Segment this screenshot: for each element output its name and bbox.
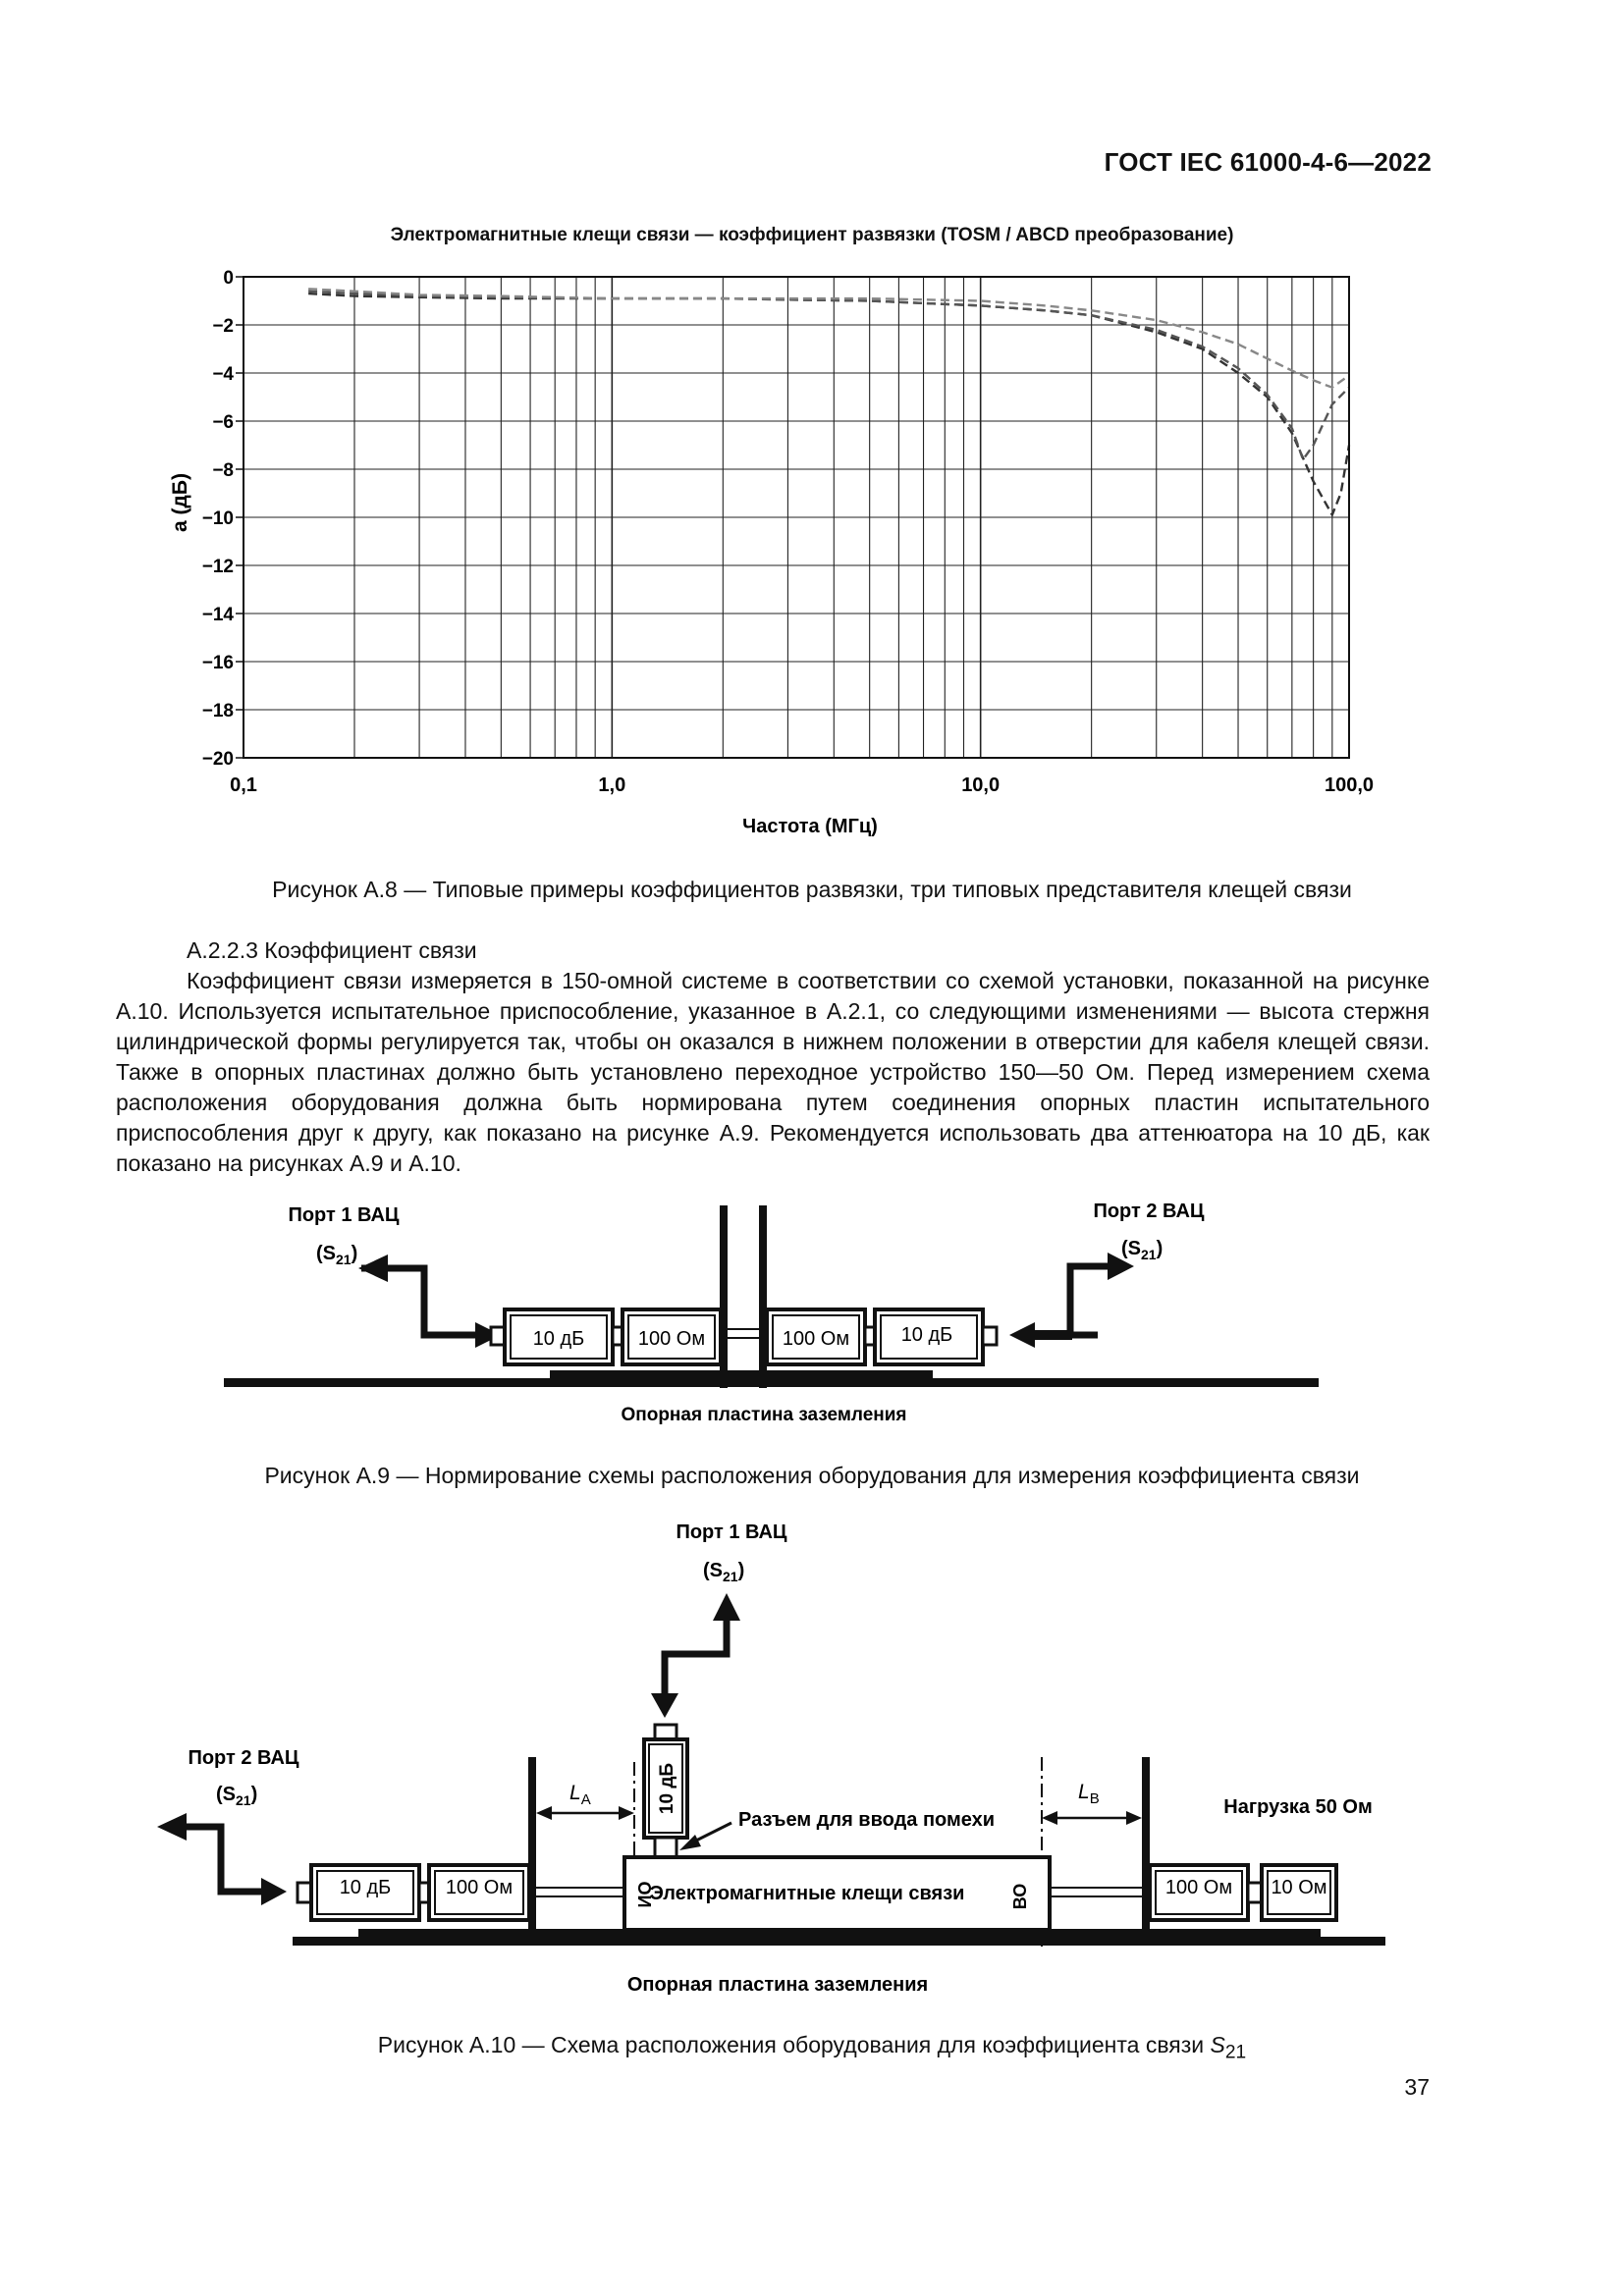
decoupling-chart xyxy=(0,0,1624,864)
section-paragraph: Коэффициент связи измеряется в 150-омной системе в соответствии со схемой установки, показанной на рисунке А.10. Используется испытательное приспособление, указанное в А.2.1, со следующими изменениями — высота стержня цилиндрической формы регулируется так, чтобы он оказался в нижнем положении в отверстии для кабеля клещей связи. Также в опорных пластинах должно быть установлено переходное устройство 150—50 Ом. Перед измерением схема расположения оборудования должна быть нормирована путем соединения опорных пластин испытательного приспособления друг к другу, как показано на рисунке А.9. Рекомендуется использовать два аттенюатора на 10 дБ, как показано на рисунках А.9 и А.10. xyxy=(116,968,1430,1176)
y-tick-label: −8 xyxy=(212,460,234,481)
chart-series xyxy=(308,289,1349,514)
x-tick-label: 1,0 xyxy=(598,774,626,796)
a10-load-box-label: 10 Ом xyxy=(1271,1877,1327,1898)
chart-title: Электромагнитные клещи связи — коэффициент развязки (TOSM / ABCD преобразование) xyxy=(390,225,1234,245)
page-number: 37 xyxy=(1404,2074,1430,2100)
y-tick-label: −14 xyxy=(201,605,234,625)
a10-port2-arrow xyxy=(182,1827,267,1892)
caption-a10-subscript: 21 xyxy=(1224,2042,1247,2063)
a10-res-right-label: 100 Ом xyxy=(1164,1877,1233,1898)
a10-res-left-label: 100 Ом xyxy=(445,1877,514,1898)
y-tick-label: −12 xyxy=(201,557,234,577)
x-axis-label: Частота (МГц) xyxy=(742,816,878,837)
a9-ground-plate xyxy=(224,1378,1319,1387)
a9-arrowhead-right-start xyxy=(1009,1322,1035,1348)
y-tick-label: −4 xyxy=(212,364,234,385)
y-axis-label: а (дБ) xyxy=(169,473,191,532)
x-tick-label: 0,1 xyxy=(230,774,257,796)
a9-port1-label: Порт 1 ВАЦ xyxy=(288,1204,400,1226)
y-tick-label: −10 xyxy=(201,508,234,529)
a9-port2-label: Порт 2 ВАЦ xyxy=(1093,1201,1205,1222)
a10-ground-plate xyxy=(293,1937,1385,1946)
a10-port1-arrow xyxy=(665,1617,727,1703)
a10-port2-s: $(S_{21})$ xyxy=(216,1784,258,1808)
y-tick-label: −16 xyxy=(201,653,234,673)
a9-arrowhead-left xyxy=(358,1255,388,1282)
series-line-1 xyxy=(308,294,1349,514)
y-tick-label: 0 xyxy=(223,268,234,289)
a10-load-label: Нагрузка 50 Ом xyxy=(1223,1796,1373,1818)
figure-caption-a10 xyxy=(0,2032,1624,2064)
caption-a10-text: Рисунок А.10 — Схема расположения оборудования для коэффициента связи xyxy=(377,2032,1211,2057)
caption-a10-symbol: S xyxy=(1210,2032,1225,2057)
a9-att-left-label: 10 дБ xyxy=(532,1328,585,1350)
a10-lb-label: $L_B$ xyxy=(1078,1781,1100,1807)
a9-ground-label: Опорная пластина заземления xyxy=(621,1405,907,1425)
section-body xyxy=(116,935,1430,1179)
figure-a10-diagram xyxy=(0,1507,1624,1998)
y-tick-label: −18 xyxy=(201,701,234,721)
a10-port2-label: Порт 2 ВАЦ xyxy=(188,1747,299,1769)
a10-vo-label: ВО xyxy=(1010,1883,1030,1910)
chart-grid xyxy=(244,277,1349,758)
figure-a9-diagram xyxy=(0,1188,1624,1433)
x-tick-label: 100,0 xyxy=(1324,774,1375,796)
a9-res-right-label: 100 Ом xyxy=(782,1328,850,1350)
a10-arrowhead-up xyxy=(713,1593,740,1621)
a10-arrowhead-left xyxy=(157,1813,187,1841)
a9-port2-arrow xyxy=(1070,1266,1110,1335)
a10-la-label: $L_A$ xyxy=(569,1782,591,1808)
x-tick-label: 10,0 xyxy=(961,774,1001,796)
y-tick-label: −6 xyxy=(212,412,234,433)
a10-arrowhead-down xyxy=(651,1693,678,1718)
a10-att-left-label: 10 дБ xyxy=(339,1877,392,1898)
figure-caption-a8: Рисунок А.8 — Типовые примеры коэффициентов развязки, три типовых представителя клещей связи xyxy=(272,877,1352,902)
y-tick-label: −20 xyxy=(201,749,234,770)
section-heading: А.2.2.3 Коэффициент связи xyxy=(187,937,477,963)
a10-injection-label: Разъем для ввода помехи xyxy=(738,1809,996,1831)
a9-att-right-label: 10 дБ xyxy=(900,1324,953,1346)
a10-port1-s: $(S_{21})$ xyxy=(703,1560,745,1584)
a9-res-left-label: 100 Ом xyxy=(637,1328,706,1350)
a9-port1-arrow xyxy=(361,1268,479,1335)
a10-port1-label: Порт 1 ВАЦ xyxy=(676,1522,787,1543)
a10-att-top-label: 10 дБ xyxy=(657,1762,677,1815)
a9-port1-s: $(S_{21})$ xyxy=(316,1243,358,1267)
a9-port2-s: $(S_{21})$ xyxy=(1121,1238,1164,1262)
a10-ground-label: Опорная пластина заземления xyxy=(626,1974,929,1996)
a10-io-label: ИО xyxy=(635,1881,655,1908)
figure-caption-a9: Рисунок А.9 — Нормирование схемы расположения оборудования для измерения коэффициента связи xyxy=(264,1463,1360,1488)
a10-clamp-label: Электромагнитные клещи связи xyxy=(649,1883,965,1904)
document-header: ГОСТ IEC 61000-4-6—2022 xyxy=(1104,147,1432,177)
series-line-2 xyxy=(308,292,1349,460)
a10-arrowhead-left-end xyxy=(261,1878,287,1905)
y-tick-label: −2 xyxy=(212,316,234,337)
